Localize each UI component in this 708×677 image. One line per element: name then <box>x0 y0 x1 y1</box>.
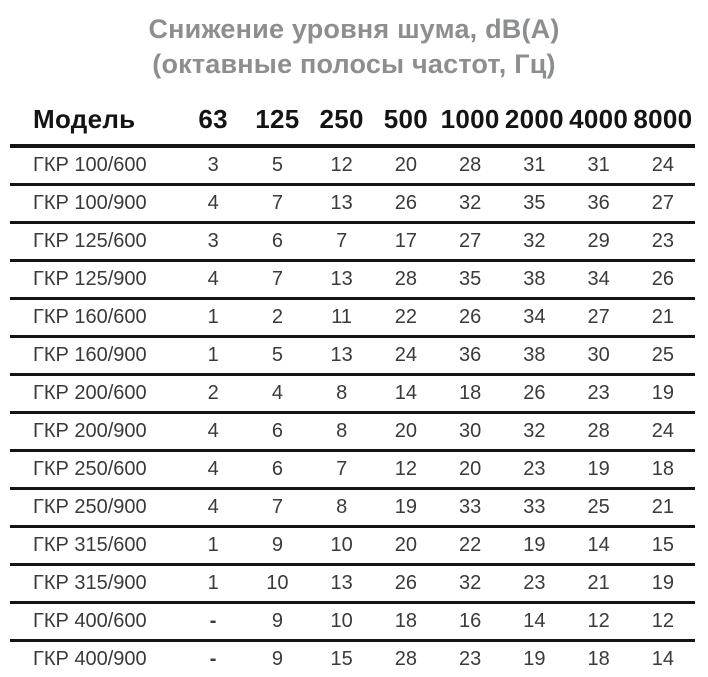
table-row <box>10 223 695 261</box>
table-row <box>10 527 695 565</box>
model-cell: ГКР 400/600 <box>10 603 181 641</box>
table-row <box>10 146 695 185</box>
column-header-model: Модель <box>10 98 181 146</box>
model-cell: ГКР 160/900 <box>10 337 181 375</box>
value-cell: 7 <box>245 185 309 223</box>
value-cell: 4 <box>245 375 309 413</box>
value-cell: 23 <box>438 641 502 677</box>
noise-reduction-table <box>10 98 695 677</box>
value-cell: 13 <box>310 565 374 603</box>
value-cell: 35 <box>438 261 502 299</box>
value-cell: 24 <box>631 413 695 451</box>
value-cell: 36 <box>438 337 502 375</box>
value-cell: 15 <box>631 527 695 565</box>
value-cell: 32 <box>502 223 566 261</box>
table-row <box>10 261 695 299</box>
value-cell: 38 <box>502 261 566 299</box>
value-cell: 14 <box>502 603 566 641</box>
model-cell: ГКР 200/900 <box>10 413 181 451</box>
value-cell: 6 <box>245 413 309 451</box>
value-cell: 14 <box>567 527 631 565</box>
value-cell: 28 <box>374 641 438 677</box>
value-cell: 20 <box>374 527 438 565</box>
value-cell: 17 <box>374 223 438 261</box>
value-cell: 19 <box>374 489 438 527</box>
column-header-63: 63 <box>181 98 245 146</box>
model-cell: ГКР 400/900 <box>10 641 181 677</box>
title-line-1: Снижение уровня шума, dB(A) <box>0 12 708 47</box>
value-cell: 23 <box>631 223 695 261</box>
value-cell: 8 <box>310 413 374 451</box>
value-cell: 25 <box>631 337 695 375</box>
value-cell: 7 <box>310 451 374 489</box>
value-cell: 35 <box>502 185 566 223</box>
value-cell: 23 <box>567 375 631 413</box>
value-cell: 26 <box>374 185 438 223</box>
value-cell: 32 <box>438 185 502 223</box>
column-header-500: 500 <box>374 98 438 146</box>
value-cell: 23 <box>502 565 566 603</box>
value-cell: 4 <box>181 451 245 489</box>
model-cell: ГКР 160/600 <box>10 299 181 337</box>
model-cell: ГКР 200/600 <box>10 375 181 413</box>
value-cell: 29 <box>567 223 631 261</box>
table-row <box>10 641 695 677</box>
value-cell: 4 <box>181 185 245 223</box>
value-cell: 12 <box>567 603 631 641</box>
value-cell: 1 <box>181 337 245 375</box>
value-cell: 9 <box>245 641 309 677</box>
value-cell: 6 <box>245 451 309 489</box>
value-cell: 33 <box>438 489 502 527</box>
model-cell: ГКР 100/600 <box>10 146 181 185</box>
value-cell: 36 <box>567 185 631 223</box>
value-cell: 14 <box>374 375 438 413</box>
value-cell: 19 <box>502 641 566 677</box>
value-cell: 38 <box>502 337 566 375</box>
value-cell: 22 <box>438 527 502 565</box>
value-cell: 5 <box>245 146 309 185</box>
header-row <box>10 98 695 146</box>
value-cell: - <box>181 641 245 677</box>
value-cell: 19 <box>567 451 631 489</box>
table-title <box>0 0 708 82</box>
value-cell: 5 <box>245 337 309 375</box>
value-cell: 19 <box>502 527 566 565</box>
value-cell: 27 <box>438 223 502 261</box>
value-cell: 9 <box>245 527 309 565</box>
value-cell: 2 <box>245 299 309 337</box>
title-line-2: (октавные полосы частот, Гц) <box>0 47 708 82</box>
model-cell: ГКР 315/900 <box>10 565 181 603</box>
value-cell: - <box>181 603 245 641</box>
value-cell: 8 <box>310 375 374 413</box>
model-cell: ГКР 315/600 <box>10 527 181 565</box>
value-cell: 13 <box>310 185 374 223</box>
table-row <box>10 489 695 527</box>
value-cell: 9 <box>245 603 309 641</box>
column-header-4000: 4000 <box>567 98 631 146</box>
model-cell: ГКР 250/600 <box>10 451 181 489</box>
value-cell: 31 <box>502 146 566 185</box>
value-cell: 21 <box>567 565 631 603</box>
value-cell: 11 <box>310 299 374 337</box>
value-cell: 30 <box>438 413 502 451</box>
table-row <box>10 337 695 375</box>
value-cell: 28 <box>374 261 438 299</box>
value-cell: 7 <box>310 223 374 261</box>
value-cell: 24 <box>374 337 438 375</box>
value-cell: 4 <box>181 261 245 299</box>
value-cell: 26 <box>631 261 695 299</box>
value-cell: 13 <box>310 337 374 375</box>
value-cell: 3 <box>181 146 245 185</box>
value-cell: 14 <box>631 641 695 677</box>
value-cell: 19 <box>631 565 695 603</box>
value-cell: 34 <box>502 299 566 337</box>
column-header-125: 125 <box>245 98 309 146</box>
value-cell: 6 <box>245 223 309 261</box>
value-cell: 33 <box>502 489 566 527</box>
value-cell: 28 <box>567 413 631 451</box>
value-cell: 30 <box>567 337 631 375</box>
value-cell: 12 <box>631 603 695 641</box>
value-cell: 18 <box>631 451 695 489</box>
model-cell: ГКР 125/600 <box>10 223 181 261</box>
value-cell: 12 <box>374 451 438 489</box>
value-cell: 23 <box>502 451 566 489</box>
value-cell: 28 <box>438 146 502 185</box>
value-cell: 10 <box>310 603 374 641</box>
value-cell: 26 <box>502 375 566 413</box>
value-cell: 18 <box>374 603 438 641</box>
table-row <box>10 565 695 603</box>
value-cell: 20 <box>374 146 438 185</box>
value-cell: 2 <box>181 375 245 413</box>
value-cell: 21 <box>631 489 695 527</box>
value-cell: 21 <box>631 299 695 337</box>
value-cell: 18 <box>438 375 502 413</box>
value-cell: 4 <box>181 489 245 527</box>
table-row <box>10 375 695 413</box>
value-cell: 15 <box>310 641 374 677</box>
value-cell: 7 <box>245 261 309 299</box>
table-row <box>10 451 695 489</box>
value-cell: 27 <box>567 299 631 337</box>
value-cell: 26 <box>438 299 502 337</box>
table-row <box>10 299 695 337</box>
value-cell: 3 <box>181 223 245 261</box>
column-header-250: 250 <box>310 98 374 146</box>
value-cell: 31 <box>567 146 631 185</box>
value-cell: 27 <box>631 185 695 223</box>
value-cell: 18 <box>567 641 631 677</box>
value-cell: 1 <box>181 527 245 565</box>
value-cell: 10 <box>310 527 374 565</box>
value-cell: 1 <box>181 565 245 603</box>
model-cell: ГКР 100/900 <box>10 185 181 223</box>
value-cell: 16 <box>438 603 502 641</box>
value-cell: 26 <box>374 565 438 603</box>
value-cell: 8 <box>310 489 374 527</box>
value-cell: 1 <box>181 299 245 337</box>
table-row <box>10 185 695 223</box>
column-header-8000: 8000 <box>631 98 695 146</box>
value-cell: 20 <box>438 451 502 489</box>
table-row <box>10 413 695 451</box>
value-cell: 32 <box>438 565 502 603</box>
value-cell: 34 <box>567 261 631 299</box>
table-row <box>10 603 695 641</box>
value-cell: 4 <box>181 413 245 451</box>
value-cell: 12 <box>310 146 374 185</box>
value-cell: 13 <box>310 261 374 299</box>
value-cell: 25 <box>567 489 631 527</box>
value-cell: 24 <box>631 146 695 185</box>
value-cell: 32 <box>502 413 566 451</box>
value-cell: 7 <box>245 489 309 527</box>
model-cell: ГКР 125/900 <box>10 261 181 299</box>
value-cell: 10 <box>245 565 309 603</box>
model-cell: ГКР 250/900 <box>10 489 181 527</box>
value-cell: 22 <box>374 299 438 337</box>
value-cell: 19 <box>631 375 695 413</box>
column-header-2000: 2000 <box>502 98 566 146</box>
value-cell: 20 <box>374 413 438 451</box>
column-header-1000: 1000 <box>438 98 502 146</box>
